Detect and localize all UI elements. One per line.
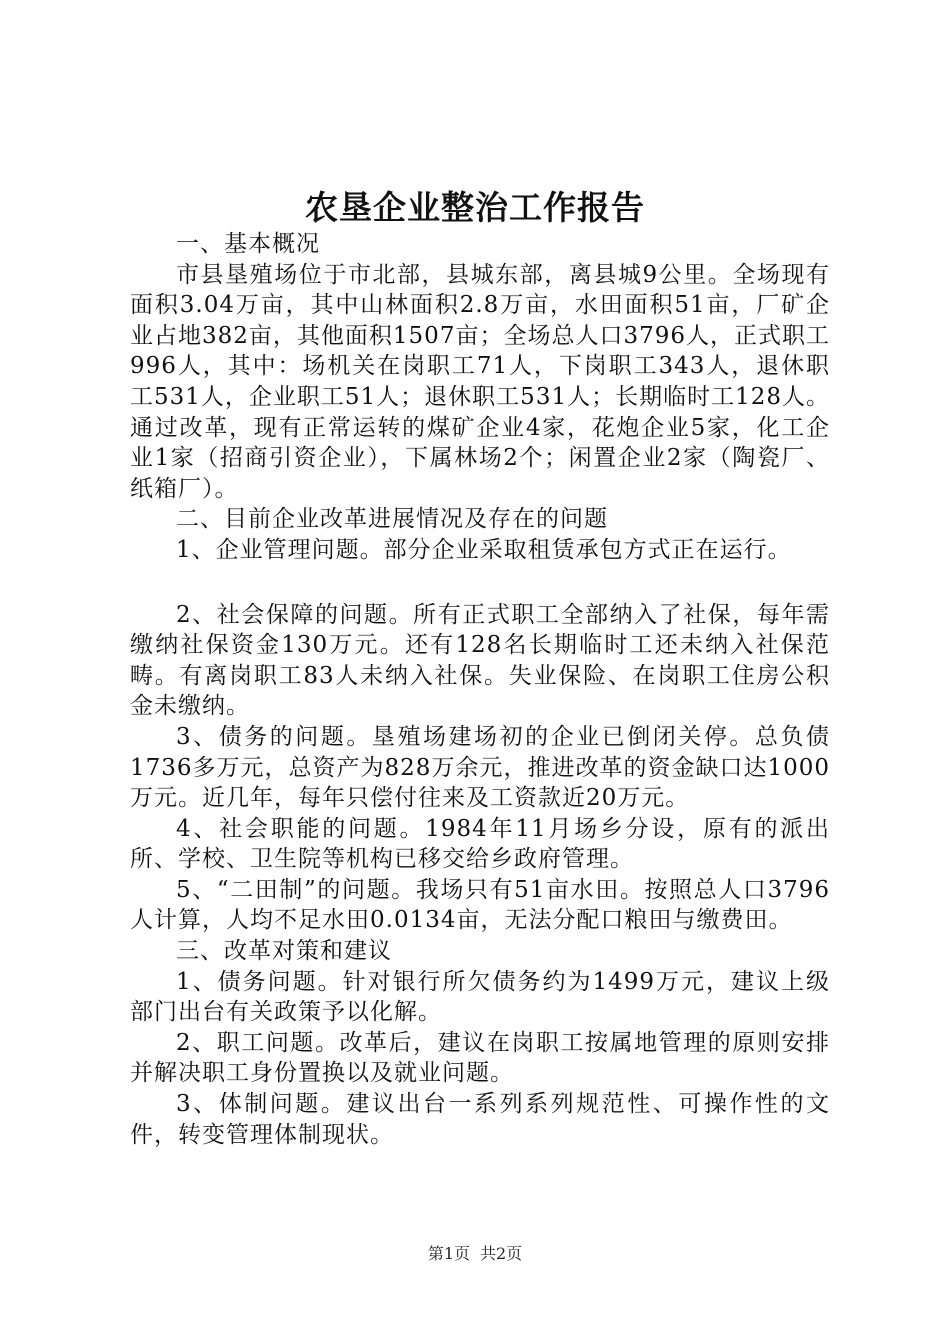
paragraph-spacer: [130, 566, 830, 600]
section-heading-suggestions: 三、改革对策和建议: [176, 938, 392, 965]
section-heading-overview: 一、基本概况: [176, 231, 320, 257]
current-page-number: 第1页: [427, 1244, 470, 1263]
paragraph-system-suggestion: 3、体制问题。建议出台一系列系列规范性、可操作性的文件，转变管理体制现状。: [130, 1091, 830, 1148]
paragraph-two-field-issue: 5、“二田制”的问题。我场只有51亩水田。按照总人口3796人计算，人均不足水田0.0134亩，无法分配口粮田与缴费田。: [130, 876, 830, 934]
document-body: [130, 229, 830, 1150]
total-page-count: 共2页: [480, 1244, 523, 1263]
paragraph-social-function-issue: 4、社会职能的问题。1984年11月场乡分设，原有的派出所、学校、卫生院等机构已移交给乡政府管理。: [130, 815, 830, 873]
document-title: 农垦企业整治工作报告: [305, 188, 645, 227]
paragraph-debt-issue: 3、债务的问题。垦殖场建场初的企业已倒闭关停。总负债1736多万元，总资产为828万余元，推进改革的资金缺口达1000万元。近几年，每年只偿付往来及工资款近20万元。: [130, 723, 830, 812]
paragraph-social-security-issue: 2、社会保障的问题。所有正式职工全部纳入了社保，每年需缴纳社保资金130万元。还有128名长期临时工还未纳入社保范畴。有离岗职工83人未纳入社保。失业保险、在岗职工住房公积金未缴纳。: [130, 601, 830, 720]
paragraph-management-issue: 1、企业管理问题。部分企业采取租赁承包方式正在运行。: [176, 536, 792, 563]
paragraph-debt-suggestion: 1、债务问题。针对银行所欠债务约为1499万元，建议上级部门出台有关政策予以化解。: [130, 968, 830, 1026]
paragraph-overview: 市县垦殖场位于市北部，县城东部，离县城9公里。全场现有面积3.04万亩，其中山林面积2.8万亩，水田面积51亩，厂矿企业占地382亩，其他面积1507亩；全场总人口3796人，正式职工996人，其中：场机关在岗职工71人，下岗职工343人，退休职工531人，企业职工51人；退休职工531人；长期临时工128人。通过改革，现有正常运转的煤矿企业4家，花炮企业5家，化工企业1家（招商引资企业），下属林场2个；闲置企业2家（陶瓷厂、纸箱厂）。: [130, 261, 830, 502]
section-heading-progress: 二、目前企业改革进展情况及存在的问题: [176, 506, 608, 533]
paragraph-staff-suggestion: 2、职工问题。改革后，建议在岗职工按属地管理的原则安排并解决职工身份置换以及就业问题。: [130, 1029, 830, 1087]
page-footer: [0, 1244, 950, 1264]
